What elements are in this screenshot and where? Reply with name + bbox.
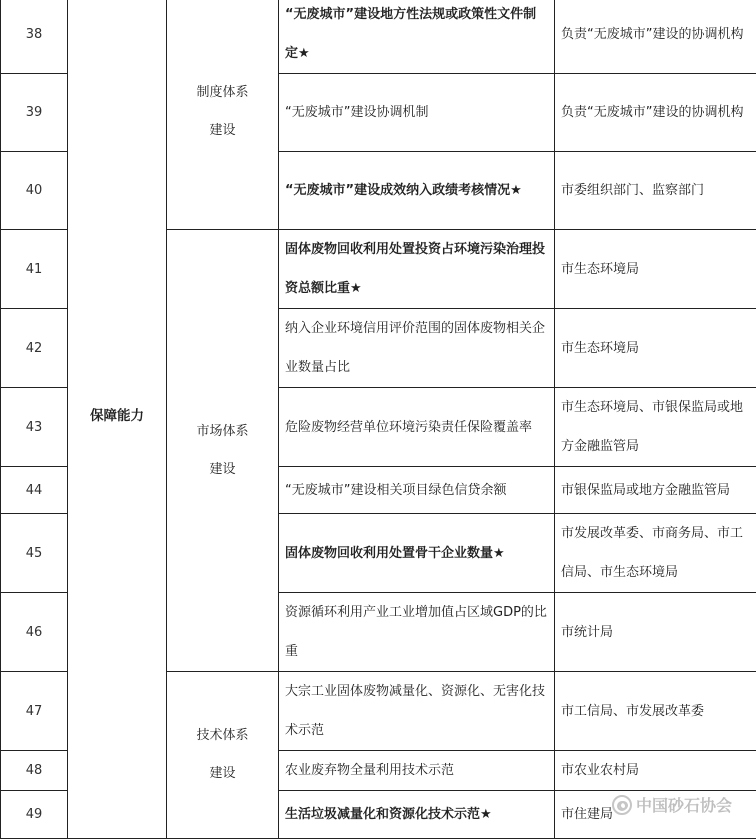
responsible-cell: 负责“无废城市”建设的协调机构 bbox=[555, 74, 756, 152]
star-icon: ★ bbox=[510, 183, 522, 198]
indicator-text: “无废城市”建设相关项目绿色信贷余额 bbox=[285, 483, 506, 498]
row-number: 46 bbox=[1, 593, 68, 672]
indicator-text: “无废城市”建设地方性法规或政策性文件制定 bbox=[285, 7, 536, 61]
responsible-cell: 市统计局 bbox=[555, 593, 756, 672]
responsible-cell: 市工信局、市发展改革委 bbox=[555, 672, 756, 751]
subsystem-cell bbox=[167, 230, 279, 672]
indicator-text: “无废城市”建设成效纳入政绩考核情况 bbox=[285, 183, 510, 198]
indicator-cell bbox=[279, 672, 555, 751]
subsystem-label-line: 制度体系 bbox=[185, 74, 260, 112]
indicator-text: “无废城市”建设协调机制 bbox=[285, 105, 428, 120]
dimension-cell: 保障能力 bbox=[68, 0, 167, 839]
subsystem-label-line: 建设 bbox=[185, 451, 260, 489]
indicator-text: 生活垃圾减量化和资源化技术示范 bbox=[285, 807, 480, 822]
indicator-cell bbox=[279, 230, 555, 309]
star-icon: ★ bbox=[480, 807, 492, 822]
row-number: 47 bbox=[1, 672, 68, 751]
responsible-cell: 市银保监局或地方金融监管局 bbox=[555, 467, 756, 514]
indicator-text: 固体废物回收利用处置投资占环境污染治理投资总额比重 bbox=[285, 242, 545, 296]
row-number: 38 bbox=[1, 0, 68, 74]
star-icon: ★ bbox=[493, 546, 505, 561]
subsystem-label-line: 建设 bbox=[185, 112, 260, 150]
row-number: 40 bbox=[1, 152, 68, 230]
indicator-cell bbox=[279, 791, 555, 839]
subsystem-cell bbox=[167, 0, 279, 230]
row-number: 45 bbox=[1, 514, 68, 593]
responsible-cell: 市生态环境局、市银保监局或地方金融监管局 bbox=[555, 388, 756, 467]
responsible-cell: 市生态环境局 bbox=[555, 230, 756, 309]
row-number: 48 bbox=[1, 751, 68, 791]
indicator-cell bbox=[279, 388, 555, 467]
indicator-cell bbox=[279, 514, 555, 593]
responsible-cell: 市生态环境局 bbox=[555, 309, 756, 388]
responsible-cell: 市住建局 bbox=[555, 791, 756, 839]
indicator-cell bbox=[279, 152, 555, 230]
indicator-text: 资源循环利用产业工业增加值占区域GDP的比重 bbox=[285, 605, 547, 659]
row-number: 44 bbox=[1, 467, 68, 514]
indicator-text: 固体废物回收利用处置骨干企业数量 bbox=[285, 546, 493, 561]
star-icon: ★ bbox=[298, 46, 310, 61]
indicator-cell bbox=[279, 74, 555, 152]
indicator-cell bbox=[279, 593, 555, 672]
indicator-text: 农业废弃物全量利用技术示范 bbox=[285, 763, 454, 778]
row-number: 41 bbox=[1, 230, 68, 309]
responsible-cell: 市发展改革委、市商务局、市工信局、市生态环境局 bbox=[555, 514, 756, 593]
responsible-cell: 负责“无废城市”建设的协调机构 bbox=[555, 0, 756, 74]
indicator-cell bbox=[279, 0, 555, 74]
indicator-text: 危险废物经营单位环境污染责任保险覆盖率 bbox=[285, 420, 532, 435]
subsystem-label-line: 技术体系 bbox=[185, 717, 260, 755]
row-number: 42 bbox=[1, 309, 68, 388]
row-number: 43 bbox=[1, 388, 68, 467]
star-icon: ★ bbox=[350, 281, 362, 296]
subsystem-label-line: 建设 bbox=[185, 755, 260, 793]
table-body bbox=[1, 0, 756, 839]
responsible-cell: 市农业农村局 bbox=[555, 751, 756, 791]
watermark-text: 中国砂石协会 bbox=[636, 793, 732, 816]
row-number: 39 bbox=[1, 74, 68, 152]
indicator-text: 大宗工业固体废物减量化、资源化、无害化技术示范 bbox=[285, 684, 545, 738]
subsystem-label-line: 市场体系 bbox=[185, 413, 260, 451]
row-number: 49 bbox=[1, 791, 68, 839]
subsystem-cell bbox=[167, 672, 279, 839]
indicator-cell bbox=[279, 309, 555, 388]
indicator-cell bbox=[279, 467, 555, 514]
indicator-text: 纳入企业环境信用评价范围的固体废物相关企业数量占比 bbox=[285, 321, 545, 375]
indicator-cell bbox=[279, 751, 555, 791]
responsible-cell: 市委组织部门、监察部门 bbox=[555, 152, 756, 230]
table-row bbox=[1, 0, 756, 74]
